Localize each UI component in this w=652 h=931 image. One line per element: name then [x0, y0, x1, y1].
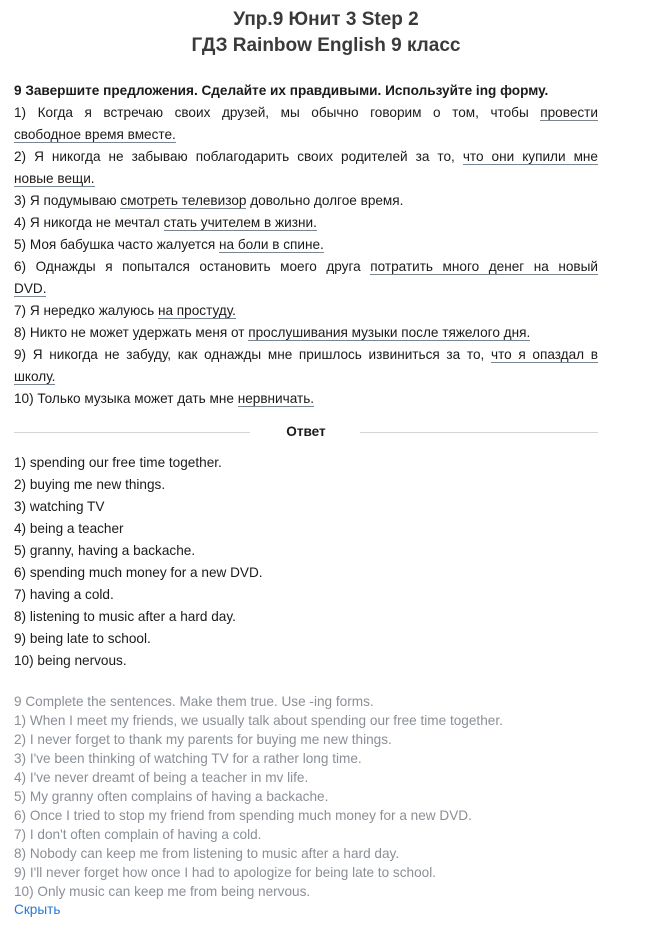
sentence-1-cont	[14, 124, 598, 146]
answer-item: 2) buying me new things.	[14, 477, 166, 492]
sentence-1	[14, 102, 598, 124]
answer-item: 4) being a teacher	[14, 521, 124, 536]
sentence-6	[14, 256, 598, 278]
sentence-text: 7) Я нередко жалуюсь	[14, 303, 158, 318]
answer-item: 9) being late to school.	[14, 631, 151, 646]
sentence-4	[14, 212, 598, 234]
answers-list	[14, 452, 598, 672]
english-line: 9) I'll never forget how once I had to apologize for being late to school.	[14, 865, 436, 880]
sentence-answer: на простуду.	[157, 303, 236, 318]
page-title: Упр.9 Юнит 3 Step 2	[233, 9, 419, 30]
sentence-9-cont	[14, 366, 598, 388]
sentence-6-cont	[14, 278, 598, 300]
sentence-8	[14, 322, 598, 344]
english-line: 5) My granny often complains of having a backache.	[14, 789, 329, 804]
sentence-answer: провести	[540, 105, 598, 120]
sentence-text: довольно долгое время.	[246, 193, 404, 208]
sentence-answer: прослушивания музыки после тяжелого дня.	[248, 325, 531, 340]
answer-item: 10) being nervous.	[14, 653, 127, 668]
sentence-2-cont	[14, 168, 598, 190]
sentence-10	[14, 388, 598, 410]
sentence-answer: что я опаздал в	[490, 347, 598, 362]
answer-item: 7) having a cold.	[14, 587, 114, 602]
sentence-9	[14, 344, 598, 366]
sentence-text: 4) Я никогда не мечтал	[14, 215, 164, 230]
answer-item: 8) listening to music after a hard day.	[14, 609, 236, 624]
sentence-answer: DVD.	[14, 281, 47, 296]
sentence-5	[14, 234, 598, 256]
english-text	[14, 692, 614, 901]
sentence-answer: нервничать.	[237, 391, 315, 406]
answer-item: 5) granny, having a backache.	[14, 543, 196, 558]
sentence-text: 5) Моя бабушка часто жалуется	[14, 237, 220, 252]
english-line: 10) Only music can keep me from being nervous.	[14, 884, 311, 899]
sentence-text: 9) Я никогда не забуду, как однажды мне пришлось извиниться за то,	[14, 347, 491, 362]
sentence-text: 2) Я никогда не забываю поблагодарить своих родителей за то,	[14, 149, 463, 164]
sentence-answer: стать учителем в жизни.	[163, 215, 317, 230]
sentence-text: 10) Только музыка может дать мне	[14, 391, 238, 406]
hide-link[interactable]: Скрыть	[14, 902, 61, 917]
english-line: 6) Once I tried to stop my friend from spending much money for a new DVD.	[14, 808, 472, 823]
sentence-text: 8) Никто не может удержать меня от	[14, 325, 249, 340]
sentence-answer: на боли в спине.	[219, 237, 324, 252]
sentence-7	[14, 300, 598, 322]
english-line: 4) I've never dreamt of being a teacher in mv life.	[14, 770, 309, 785]
english-line: 2) I never forget to thank my parents for buying me new things.	[14, 732, 392, 747]
english-heading: 9 Complete the sentences. Make them true. Use -ing forms.	[14, 694, 374, 709]
sentence-text: 6) Однажды я попытался остановить моего друга	[14, 259, 371, 274]
english-line: 1) When I meet my friends, we usually talk about spending our free time together.	[14, 713, 503, 728]
task-block	[14, 80, 598, 410]
sentence-answer: что они купили мне	[462, 149, 598, 164]
answer-heading: Ответ	[286, 424, 326, 439]
answer-item: 1) spending our free time together.	[14, 455, 222, 470]
english-line: 8) Nobody can keep me from listening to music after a hard day.	[14, 846, 400, 861]
sentence-answer: смотреть телевизор	[120, 193, 247, 208]
divider-rule-right	[360, 432, 598, 433]
sentence-answer: новые вещи.	[14, 171, 95, 186]
sentence-answer: свободное время вместе.	[14, 127, 176, 142]
answer-item: 6) spending much money for a new DVD.	[14, 565, 263, 580]
task-heading: 9 Завершите предложения. Сделайте их правдивыми. Используйте ing форму.	[14, 83, 549, 98]
english-line: 3) I've been thinking of watching TV for a rather long time.	[14, 751, 362, 766]
sentence-3	[14, 190, 598, 212]
sentence-text: 1) Когда я встречаю своих друзей, мы обычно говорим о том, чтобы	[14, 105, 541, 120]
english-line: 7) I don't often complain of having a cold.	[14, 827, 262, 842]
page-subtitle: ГДЗ Rainbow English 9 класс	[191, 35, 461, 56]
sentence-answer: потратить много денег на новый	[370, 259, 598, 274]
sentence-text: 3) Я подумываю	[14, 193, 121, 208]
answer-divider	[14, 422, 598, 444]
answer-item: 3) watching TV	[14, 499, 105, 514]
sentence-answer: школу.	[14, 369, 56, 384]
sentence-2	[14, 146, 598, 168]
